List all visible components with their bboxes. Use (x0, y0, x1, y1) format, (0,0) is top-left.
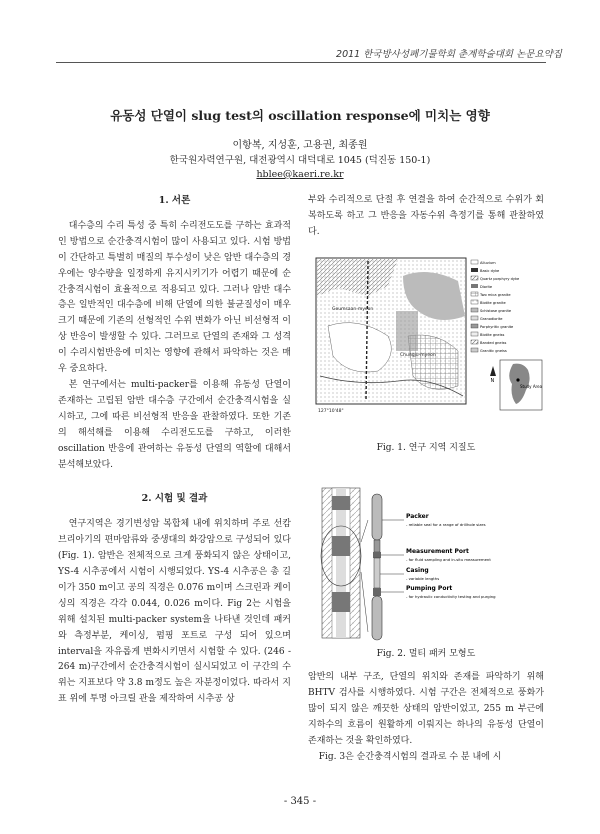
svg-text:Quartz porphyry dyke: Quartz porphyry dyke (480, 277, 520, 281)
packer-label: Packer (406, 513, 429, 520)
casing-label: Casing (406, 567, 429, 574)
right-column-bottom (308, 670, 544, 765)
svg-text:Granitic gneiss: Granitic gneiss (480, 349, 507, 353)
email-link[interactable]: hblee@kaeri.re.kr (256, 169, 344, 180)
left-column (58, 193, 291, 708)
casing-desc: - variable lengths (406, 576, 440, 581)
svg-text:Biotite granite: Biotite granite (480, 301, 506, 305)
measurement-port-label: Measurement Port (406, 548, 469, 555)
svg-text:Banded gneiss: Banded gneiss (480, 341, 507, 345)
section-2-title: 2. 시험 및 결과 (141, 493, 208, 505)
figure-2-caption: Fig. 2. 멀티 패커 모형도 (376, 649, 476, 659)
fig3-paragraph: Fig. 3은 순간충격시험의 결과로 수 분 내에 시 (318, 751, 502, 762)
figure-2 (308, 482, 544, 642)
figure-1-caption: Fig. 1. 연구 지역 지질도 (376, 443, 476, 453)
svg-text:N: N (490, 378, 495, 384)
pumping-port-desc: - for hydraulic conductivity testing and purging (406, 594, 496, 599)
header-rule (56, 62, 546, 63)
map-longitude: 127°10'48" (318, 409, 344, 414)
svg-text:Granodiorite: Granodiorite (480, 317, 503, 321)
map-label-geumsaan: Geumsaan-myeon (332, 307, 374, 312)
svg-text:Biotite gneiss: Biotite gneiss (480, 333, 505, 337)
affiliation: 한국원자력연구원, 대전광역시 대덕대로 1045 (덕진동 150-1) (169, 155, 431, 166)
svg-text:Porphyritic granite: Porphyritic granite (480, 325, 514, 329)
pumping-port-label: Pumping Port (406, 585, 453, 592)
bhtv-paragraph: 암반의 내부 구조, 단열의 위치와 존재를 파악하기 위해 BHTV 검사를 시행하였다. 시험 구간은 전체적으로 풍화가 많이 되지 않은 깨끗한 상태의 암반이었고, 255 m 부근에 지하수의 흐름이 원활하게 이뤄지는 하나의 유동성 단열이 존재하는 것을 확인하였다. (308, 672, 544, 746)
north-arrow-icon (490, 366, 496, 384)
right-column-top (308, 193, 544, 241)
section-1-title: 1. 서론 (158, 195, 191, 206)
svg-text:Basic dyke: Basic dyke (480, 269, 500, 273)
study-area-label: Study Area (520, 384, 543, 389)
proceedings-header: 2011 한국방사성폐기물학회 춘계학술대회 논문요약집 (336, 49, 562, 60)
figure-1 (308, 256, 544, 414)
multi-packer-diagram (308, 482, 544, 642)
map-label-chungju: Chungju-myeon (400, 353, 436, 358)
svg-text:Schistose granite: Schistose granite (480, 309, 512, 313)
svg-text:Alluvium: Alluvium (480, 261, 496, 265)
map-legend (471, 260, 520, 353)
svg-text:Two mica granite: Two mica granite (480, 293, 511, 297)
page-number: - 345 - (283, 796, 317, 807)
section-2-paragraph: 연구지역은 경기변성암 복합체 내에 위치하며 주로 선캄브리아기의 편마암류와 중생대의 화강암으로 구성되어 있다 (Fig. 1). 암반은 전체적으로 크게 풍화되지 않은 상태이고, YS-4 시추공에서 시험이 시행되었다. YS-4 시추공은 총 길이가 350 m이고 공의 직경은 0.076 m이며 스크린과 케이싱의 직경은 각각 0.044, 0.026 m이다. Fig 2는 시험을 위해 설치된 multi-packer system을 나타낸 것인데 패커와 측정부분, 케이싱, 펌핑 포트로 구성 되어 있으며 interval을 자유롭게 변화시키면서 시험할 수 있다. (246 - 264 m)구간에서 순간충격시험이 실시되었고 이 구간의 수위는 지표보다 약 3.8 m정도 높은 자분정이었다. 따라서 지표 위에 투명 아크릴 관을 제작하여 시추공 상 (58, 519, 291, 705)
svg-text:Diorite: Diorite (480, 285, 493, 289)
paper-title: 유동성 단열이 slug test의 oscillation response에 미치는 영향 (110, 108, 490, 123)
korea-inset-map (500, 360, 543, 410)
continued-paragraph: 부와 수리적으로 단절 후 연결을 하여 순간적으로 수위가 회복하도록 하고 그 반응을 자동수위 측정기를 통해 관찰하였다. (308, 195, 544, 237)
authors: 이항복, 지성훈, 고용권, 최종원 (232, 140, 368, 151)
section-1-paragraph: 본 연구에서는 multi-packer를 이용해 유동성 단열이 존재하는 고립된 암반 대수층 구간에서 순간충격시험을 실시하고, 그에 따른 비선형적 반응을 관찰하였다. 또한 기존의 해석해를 이용해 수리전도도를 구하고, 이러한 oscillation 반응에 관여하는 유동성 단열의 역할에 대해서 분석해보았다. (58, 379, 291, 470)
geology-map-image (308, 256, 544, 414)
measurement-port-desc: - for fluid sampling and in-situ measurement (406, 557, 491, 562)
packer-desc: - reliable seal for a range of drillhole sizes (406, 522, 486, 527)
section-1-paragraph: 대수층의 수리 특성 중 특히 수리전도도를 구하는 효과적인 방법으로 순간충격시험이 많이 사용되고 있다. 시험 방법이 간단하고 특별히 매질의 투수성이 낮은 암반 대수층의 경우에는 양수량을 일정하게 유지시키기가 어렵기 때문에 순간충격시험이 효율적으로 적용되고 있다. 그러나 암반 대수층은 일반적인 대수층에 비해 단열에 의한 불균질성이 매우 크기 때문에 기존의 선형적인 수위 변화가 아닌 비선형적 이상 반응이 발생할 수 있다. 그러므로 단열의 존재와 그 성격이 수리시험반응에 미치는 영향에 관해서 파악하는 것은 매우 중요하다. (58, 220, 291, 375)
